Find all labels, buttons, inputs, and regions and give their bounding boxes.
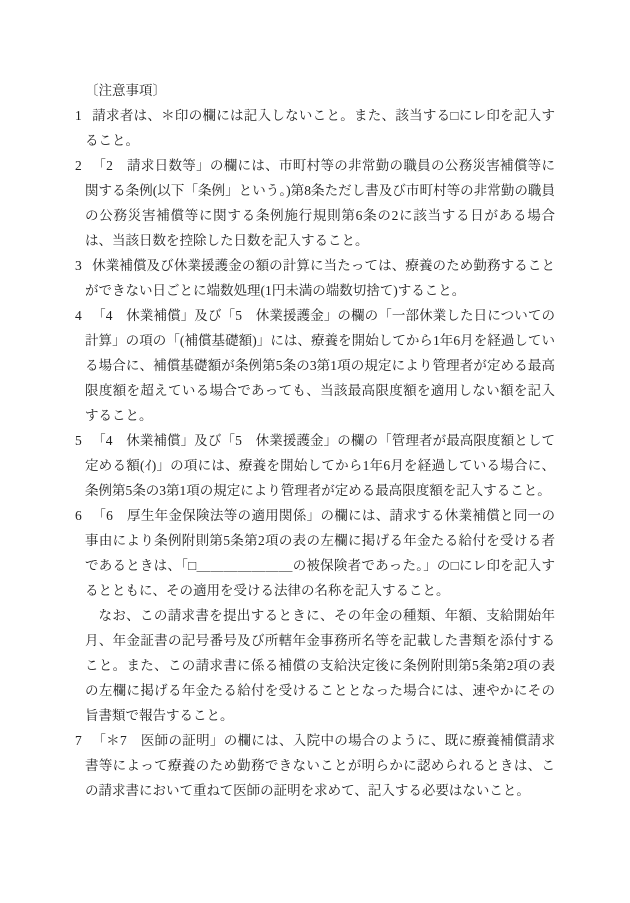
note-item-6-paragraph-2: なお、この請求書を提出するときに、その年金の種類、年額、支給開始年月、年金証書の記号番号及び所轄年金事務所名等を記載した書類を添付すること。また、この請求書に係る補償の支給決定後に条例附則第5条第2項の表の左欄に掲げる年金たる給付を受けることとなった場合には、速やかにその旨書類で報告すること。: [85, 608, 555, 723]
note-item-6: [75, 503, 555, 728]
note-item-7-paragraph-1: 「＊7 医師の証明」の欄には、入院中の場合のように、既に療養補償請求書等によって療養のため勤務できないことが明らかに認められるときは、この請求書において重ねて医師の証明を求めて、記入する必要はないこと。: [85, 733, 555, 798]
note-item-2-line: [75, 153, 555, 253]
note-item-5-paragraph-1: 「4 休業補償」及び「5 休業援護金」の欄の「管理者が最高限度額として定める額(ｲ)」の項には、療養を開始してから1年6月を経過している場合に、条例第5条の3第1項の規定により管理者が定める最高限度額を記入すること。: [85, 433, 555, 498]
note-item-1: [75, 103, 555, 153]
note-item-4-number: 4: [75, 308, 82, 323]
note-item-4-paragraph-1: 「4 休業補償」及び「5 休業援護金」の欄の「一部休業した日についての計算」の項の「(補償基礎額)」には、療養を開始してから1年6月を経過している場合に、補償基礎額が条例第5条の3第1項の規定により管理者が定める最高限度額を超えている場合であっても、当該最高限度額を適用しない額を記入すること。: [85, 308, 555, 423]
note-item-5-number: 5: [75, 433, 82, 448]
note-item-3-number: 3: [75, 258, 82, 273]
note-item-3: [75, 253, 555, 303]
note-item-3-paragraph-1: 休業補償及び休業援護金の額の計算に当たっては、療養のため勤務することができない日ごとに端数処理(1円未満の端数切捨て)すること。: [85, 258, 555, 298]
note-item-5: [75, 428, 555, 503]
note-item-7-number: 7: [75, 733, 82, 748]
note-item-2-number: 2: [75, 158, 82, 173]
note-item-7-line: [75, 728, 555, 803]
note-item-1-number: 1: [75, 108, 82, 123]
notes-section: [75, 78, 555, 803]
note-item-6-line: [75, 503, 555, 603]
note-item-1-line: [75, 103, 555, 153]
note-item-6-number: 6: [75, 508, 82, 523]
note-item-4: [75, 303, 555, 428]
note-item-1-paragraph-1: 請求者は、＊印の欄には記入しないこと。また、該当する□にレ印を記入すること。: [85, 108, 555, 148]
note-item-6-paragraph-1: 「6 厚生年金保険法等の適用関係」の欄には、請求する休業補償と同一の事由により条例附則第5条第2項の表の左欄に掲げる年金たる給付を受ける者であるときは、「□＿＿＿＿＿＿＿の被保険者であった。」の□にレ印を記入するとともに、その適用を受ける法律の名称を記入すること。: [85, 508, 555, 598]
note-item-5-line: [75, 428, 555, 503]
note-item-3-line: [75, 253, 555, 303]
note-item-2: [75, 153, 555, 253]
note-item-2-paragraph-1: 「2 請求日数等」の欄には、市町村等の非常勤の職員の公務災害補償等に関する条例(以下「条例」という。)第8条ただし書及び市町村等の非常勤の職員の公務災害補償等に関する条例施行規則第6条の2に該当する日がある場合は、当該日数を控除した日数を記入すること。: [85, 158, 555, 248]
note-item-7: [75, 728, 555, 803]
note-item-4-line: [75, 303, 555, 428]
notes-header: 〔注意事項〕: [85, 83, 166, 98]
